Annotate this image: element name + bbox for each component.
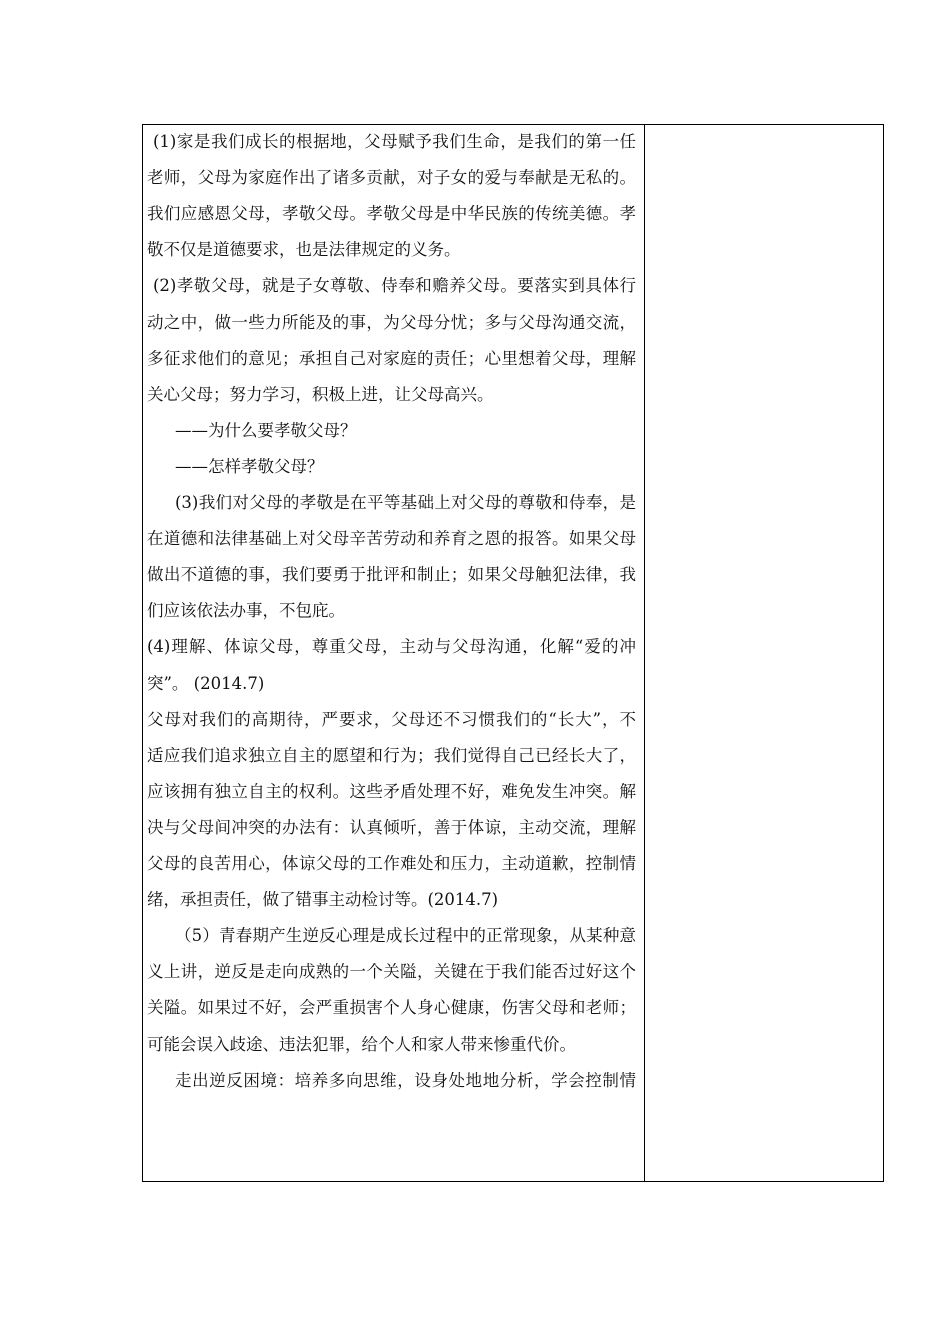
- text-line: 可能会误入歧途、违法犯罪，给个人和家人带来惨重代价。: [147, 1034, 576, 1054]
- text-line: 我们应感恩父母，孝敬父母。孝敬父母是中华民族的传统美德。孝: [147, 204, 636, 224]
- text-line: 敬不仅是道德要求，也是法律规定的义务。: [147, 240, 461, 260]
- text-line: 关隘。如果过不好，会严重损害个人身心健康，伤害父母和老师；: [147, 998, 636, 1018]
- text-line: 走出逆反困境：培养多向思维，设身处地地分析，学会控制情: [175, 1070, 636, 1090]
- empty-right-column: [645, 125, 883, 1181]
- text-line: (1)家是我们成长的根据地，父母赋予我们生命，是我们的第一任: [153, 132, 636, 151]
- text-line: 们应该依法办事，不包庇。: [147, 601, 345, 621]
- text-line: 在道德和法律基础上对父母辛苦劳动和养育之恩的报答。如果父母: [147, 529, 636, 549]
- text-line: 多征求他们的意见；承担自己对家庭的责任；心里想着父母，理解: [147, 348, 636, 368]
- text-line: 做出不道德的事，我们要勇于批评和制止；如果父母触犯法律，我: [147, 565, 636, 585]
- text-line: (4)理解、体谅父母，尊重父母，主动与父母沟通，化解“爱的冲: [147, 637, 636, 657]
- text-line: 父母的良苦用心，体谅父母的工作难处和压力，主动道歉，控制情: [147, 854, 636, 873]
- notes-column: [143, 125, 645, 1181]
- text-line: 应该拥有独立自主的权利。这些矛盾处理不好，难免发生冲突。解: [147, 781, 636, 801]
- content-table: [142, 124, 884, 1182]
- text-line: 绪，承担责任，做了错事主动检讨等。(2014.7): [147, 890, 499, 910]
- text-line: 父母对我们的高期待，严要求，父母还不习惯我们的“长大”，不: [147, 709, 636, 729]
- text-line: 老师，父母为家庭作出了诸多贡献，对子女的爱与奉献是无私的。: [147, 168, 636, 188]
- text-line: ——怎样孝敬父母？: [175, 456, 324, 476]
- text-line: (2)孝敬父母，就是子女尊敬、侍奉和赡养父母。要落实到具体行: [153, 276, 636, 296]
- text-line: 突”。 (2014.7): [147, 673, 265, 693]
- text-line: 关心父母；努力学习，积极上进，让父母高兴。: [147, 384, 494, 404]
- text-line: 决与父母间冲突的办法有：认真倾听，善于体谅，主动交流，理解: [147, 817, 636, 837]
- text-line: 适应我们追求独立自主的愿望和行为；我们觉得自己已经长大了，: [147, 745, 636, 765]
- text-line: 动之中，做一些力所能及的事，为父母分忧；多与父母沟通交流，: [147, 312, 636, 332]
- text-line: 义上讲，逆反是走向成熟的一个关隘，关键在于我们能否过好这个: [147, 962, 636, 982]
- text-line: ——为什么要孝敬父母？: [175, 420, 357, 440]
- text-line: （5）青春期产生逆反心理是成长过程中的正常现象，从某种意: [175, 926, 636, 946]
- text-line: (3)我们对父母的孝敬是在平等基础上对父母的尊敬和侍奉，是: [175, 493, 636, 512]
